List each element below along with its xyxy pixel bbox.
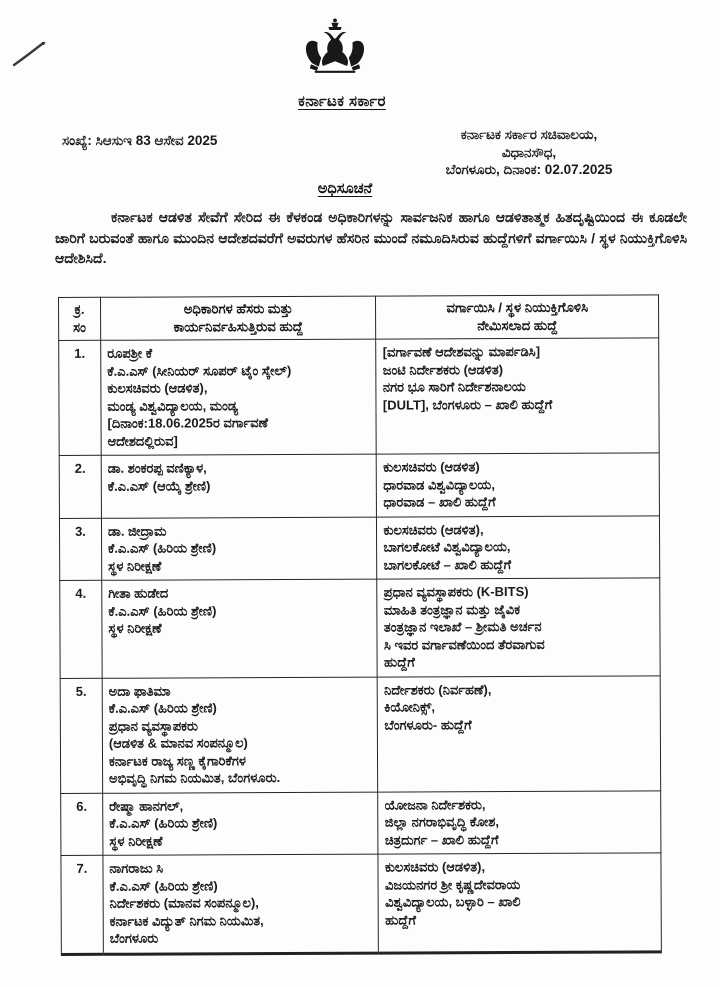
text-line: ಚಿತ್ರದುರ್ಗ – ಖಾಲಿ ಹುದ್ದೆಗೆ bbox=[384, 831, 499, 848]
text-line: ಸಂ bbox=[73, 319, 87, 335]
text-line: ಯೋಜನಾ ನಿರ್ದೇಶಕರು, bbox=[384, 796, 486, 813]
transfer-posting-cell bbox=[376, 338, 659, 454]
transfer-posting-cell bbox=[377, 453, 660, 517]
text-line: ಡಾ. ಜೀದ್ರಾಮ bbox=[107, 523, 167, 539]
text-line: ಅಧಿಕಾರಿಗಳ ಹೆಸರು ಮತ್ತು bbox=[183, 300, 293, 317]
header-serial-number bbox=[59, 297, 101, 340]
text-line: ಅಭಿವೃದ್ಧಿ ನಿಗಮ ನಿಯಮಿತ, ಬೆಂಗಳೂರು. bbox=[108, 770, 281, 786]
text-line: ನಿರ್ದೇಶಕರು (ಮಾನವ ಸಂಪನ್ಮೂಲ), bbox=[109, 895, 259, 911]
text-line: ವಿಶ್ವವಿದ್ಯಾಲಯ, ಬಳ್ಳಾರಿ – ಖಾಲಿ bbox=[385, 893, 521, 910]
text-line: ನೇಮಿಸಲಾದ ಹುದ್ದೆ bbox=[477, 317, 558, 334]
officer-name-post-cell bbox=[101, 339, 377, 455]
table-row bbox=[61, 790, 661, 855]
officer-name-post-cell bbox=[101, 517, 377, 581]
text-line: ವರ್ಗಾಯಿಸಿ / ಸ್ಥಳ ನಿಯುಕ್ತಿಗೊಳಿಸಿ bbox=[446, 299, 589, 316]
officer-name-post-cell bbox=[101, 454, 377, 518]
text-line: ಆದೇಶದಲ್ಲಿರುವ] bbox=[107, 432, 178, 449]
government-title: ಕರ್ನಾಟಕ ಸರ್ಕಾರ bbox=[298, 93, 386, 110]
text-line: ಸ್ಥಳ ನಿರೀಕ್ಷಣೆ bbox=[109, 833, 163, 849]
text-line: ಬೆಂಗಳೂರು bbox=[109, 930, 159, 946]
text-line: ಮಂಡ್ಯ ವಿಶ್ವವಿದ್ಯಾಲಯ, ಮಂಡ್ಯ bbox=[107, 397, 239, 414]
table-row bbox=[59, 515, 659, 580]
text-line: ಧಾರವಾಡ – ಖಾಲಿ ಹುದ್ದೆಗೆ bbox=[383, 494, 496, 510]
text-line: [ವರ್ಗಾವಣೆ ಆದೇಶವನ್ನು ಮಾರ್ಪಡಿಸಿ] bbox=[382, 343, 541, 360]
text-line: ಬೆಂಗಳೂರು, ದಿನಾಂಕ: 02.07.2025 bbox=[445, 162, 613, 177]
text-line: ಹುದ್ದೆಗೆ bbox=[384, 654, 415, 670]
transfer-posting-cell bbox=[377, 515, 660, 579]
transfer-posting-cell bbox=[377, 578, 660, 677]
text-line: ನಗರ ಭೂ ಸಾರಿಗೆ ನಿರ್ದೇಶನಾಲಯ bbox=[382, 378, 526, 395]
text-line: ಕುಲಸಚಿವರು (ಆಡಳಿತ), bbox=[383, 521, 484, 538]
text-line: ಮಾಹಿತಿ ತಂತ್ರಜ್ಞಾನ ಮತ್ತು ಜೈವಿಕ bbox=[383, 601, 521, 618]
transfer-posting-cell bbox=[378, 853, 661, 953]
text-line: ಧಾರವಾಡ ವಿಶ್ವವಿದ್ಯಾಲಯ, bbox=[383, 476, 495, 493]
notification-table-body bbox=[59, 338, 662, 954]
table-row bbox=[59, 453, 659, 518]
text-line: ಪ್ರಧಾನ ವ್ಯವಸ್ಥಾಪಕರು (K-BITS) bbox=[383, 583, 529, 600]
text-line: ಕೆ.ಎ.ಎಸ್ (ಸೀನಿಯರ್ ಸೂಪರ್ ಟೈಂ ಸ್ಕೇಲ್) bbox=[107, 362, 292, 379]
serial-number-cell: 1. bbox=[59, 340, 101, 455]
text-line: ಕೆ.ಎ.ಎಸ್ (ಹಿರಿಯ ಶ್ರೇಣಿ) bbox=[109, 815, 218, 831]
serial-number-cell: 7. bbox=[61, 855, 103, 954]
notification-heading: ಅಧಿಸೂಚನೆ bbox=[317, 181, 373, 197]
text-line: ಪ್ರಧಾನ ವ್ಯವಸ್ಥಾಪಕರು bbox=[108, 717, 199, 734]
secretariat-address-block bbox=[388, 126, 670, 179]
karnataka-emblem-icon bbox=[299, 12, 371, 90]
text-line: ವಿಜಯನಗರ ಶ್ರೀ ಕೃಷ್ಣದೇವರಾಯ bbox=[384, 876, 521, 893]
serial-number-cell: 6. bbox=[61, 793, 103, 856]
serial-number-cell: 2. bbox=[59, 455, 101, 518]
table-header-row bbox=[59, 295, 659, 341]
text-line: [ದಿನಾಂಕ:18.06.2025ರ ವರ್ಗಾವಣೆ bbox=[107, 415, 269, 431]
table-row bbox=[59, 338, 659, 456]
text-line: ಕ್ರ. bbox=[74, 301, 85, 317]
text-line: ಕುಲಸಚಿವರು (ಆಡಳಿತ), bbox=[384, 859, 486, 875]
officer-name-post-cell bbox=[102, 579, 378, 678]
text-line: ಡಾ. ಶಂಕರಪ್ಪ ವಣಿಕ್ಯಾಳ, bbox=[107, 460, 207, 476]
handwritten-slash-mark bbox=[6, 34, 56, 74]
text-line: ಸ್ಥಳ ನಿರೀಕ್ಷಣೆ bbox=[108, 558, 162, 574]
text-line: ವಿಧಾನಸೌಧ, bbox=[501, 144, 557, 160]
text-line: ಜಂಟಿ ನಿರ್ದೇಶಕರು (ಆಡಳಿತ) bbox=[382, 361, 504, 378]
notification-body-paragraph: ಕರ್ನಾಟಕ ಆಡಳಿತ ಸೇವೆಗೆ ಸೇರಿದ ಈ ಕೆಳಕಂಡ ಅಧಿಕಾರಿಗಳನ್ನು ಸಾರ್ವಜನಿಕ ಹಾಗೂ ಆಡಳಿತಾತ್ಮಕ ಹಿತದೃಷ್ಟಿಯಿಂದ ಈ ಕೂಡಲೇ ಜಾರಿಗೆ ಬರುವಂತೆ ಹಾಗೂ ಮುಂದಿನ ಆದೇಶದವರೆಗೆ ಅವರುಗಳ ಹೆಸರಿನ ಮುಂದೆ ನಮೂದಿಸಿರುವ ಹುದ್ದೆಗಳಿಗೆ ವರ್ಗಾಯಿಸಿ / ಸ್ಥಳ ನಿಯುಕ್ತಿಗೊಳಿಸಿ ಆದೇಶಿಸಿದೆ. bbox=[55, 209, 687, 266]
reference-number: ಸಂಖ್ಯೆ: ಸಿಆಸುಇ 83 ಆಸೇವ 2025 bbox=[62, 133, 218, 148]
text-line: ಹುದ್ದೆಗೆ bbox=[385, 911, 417, 928]
text-line: ಕುಲಸಚಿವರು (ಆಡಳಿತ) bbox=[383, 459, 480, 475]
serial-number-cell: 3. bbox=[59, 518, 101, 581]
text-line: ನಿರ್ದೇಶಕರು (ನಿರ್ವಹಣೆ), bbox=[384, 681, 492, 698]
text-line: ಬಾಗಲಕೋಟೆ ವಿಶ್ವವಿದ್ಯಾಲಯ, bbox=[383, 539, 511, 555]
text-line: ಕರ್ನಾಟಕ ರಾಜ್ಯ ಸಣ್ಣ ಕೈಗಾರಿಕೆಗಳ bbox=[108, 752, 247, 769]
text-line: ಬೆಂಗಳೂರು- ಹುದ್ದೆಗೆ bbox=[384, 716, 472, 733]
text-line: ಸಿ ಇವರ ವರ್ಗಾವಣೆಯಿಂದ ತೆರವಾಗುವ bbox=[383, 636, 545, 653]
text-line: [DULT], ಬೆಂಗಳೂರು – ಖಾಲಿ ಹುದ್ದೆಗೆ bbox=[382, 396, 553, 413]
text-line: ಕರ್ನಾಟಕ ವಿದ್ಯುತ್ ನಿಗಮ ನಿಯಮಿತ, bbox=[109, 912, 264, 929]
text-line: ಗೀತಾ ಹುಡೇದ bbox=[108, 585, 169, 601]
text-line: ಕೆ.ಎ.ಎಸ್ (ಹಿರಿಯ ಶ್ರೇಣಿ) bbox=[107, 540, 217, 556]
serial-number-cell: 5. bbox=[60, 678, 102, 793]
text-line: ಕೆ.ಎ.ಎಸ್ (ಹಿರಿಯ ಶ್ರೇಣಿ) bbox=[108, 700, 217, 716]
text-line: ನಾಗರಾಜು ಸಿ bbox=[109, 860, 164, 876]
officer-name-post-cell bbox=[103, 792, 379, 856]
transfer-posting-cell bbox=[378, 790, 661, 854]
text-line: ಕೆ.ಎ.ಎಸ್ (ಹಿರಿಯ ಶ್ರೇಣಿ) bbox=[108, 602, 217, 619]
officer-name-post-cell bbox=[103, 854, 379, 954]
text-line: ರೇಷ್ಮಾ ಹಾನಗಲ್, bbox=[109, 797, 184, 814]
text-line: ಸ್ಥಳ ನಿರೀಕ್ಷಣೆ bbox=[108, 620, 162, 636]
text-line: (ಆಡಳಿತ & ಮಾನವ ಸಂಪನ್ಮೂಲ) bbox=[108, 735, 248, 751]
transfer-orders-table bbox=[58, 294, 662, 955]
transfer-posting-cell bbox=[378, 675, 661, 791]
table-row bbox=[60, 675, 660, 793]
text-line: ತಂತ್ರಜ್ಞಾನ ಇಲಾಖೆ – ಶ್ರೀಮತಿ ಅರ್ಚನ bbox=[383, 618, 542, 635]
table-row bbox=[60, 578, 660, 678]
text-line: ಕೆ.ಎ.ಎಸ್ (ಆಯ್ಕೆ ಶ್ರೇಣಿ) bbox=[107, 477, 211, 494]
text-line: ಕೆ.ಎ.ಎಸ್ (ಹಿರಿಯ ಶ್ರೇಣಿ) bbox=[109, 877, 218, 894]
serial-number-cell: 4. bbox=[60, 580, 102, 678]
text-line: ಬಾಗಲಕೋಟೆ – ಖಾಲಿ ಹುದ್ದೆಗೆ bbox=[383, 556, 512, 573]
header-officer-name-post bbox=[100, 296, 376, 340]
table-row bbox=[61, 853, 661, 954]
text-line: ಕಿಯೋನಿಕ್ಸ್, bbox=[384, 699, 435, 715]
header-transfer-posting bbox=[376, 295, 659, 339]
text-line: ಕುಲಸಚಿವರು (ಆಡಳಿತ), bbox=[107, 380, 208, 396]
officer-name-post-cell bbox=[102, 677, 378, 793]
text-line: ಜಿಲ್ಲಾ ನಗರಾಭಿವೃದ್ಧಿ ಕೋಶ, bbox=[384, 814, 500, 830]
text-line: ರೂಪಶ್ರೀ ಕೆ bbox=[107, 345, 153, 361]
text-line: ಅದಾ ಫಾತಿಮಾ bbox=[108, 683, 171, 699]
text-line: ಕಾರ್ಯನಿರ್ವಹಿಸುತ್ತಿರುವ ಹುದ್ದೆ bbox=[173, 318, 304, 335]
text-line: ಕರ್ನಾಟಕ ಸರ್ಕಾರ ಸಚಿವಾಲಯ, bbox=[460, 127, 598, 142]
